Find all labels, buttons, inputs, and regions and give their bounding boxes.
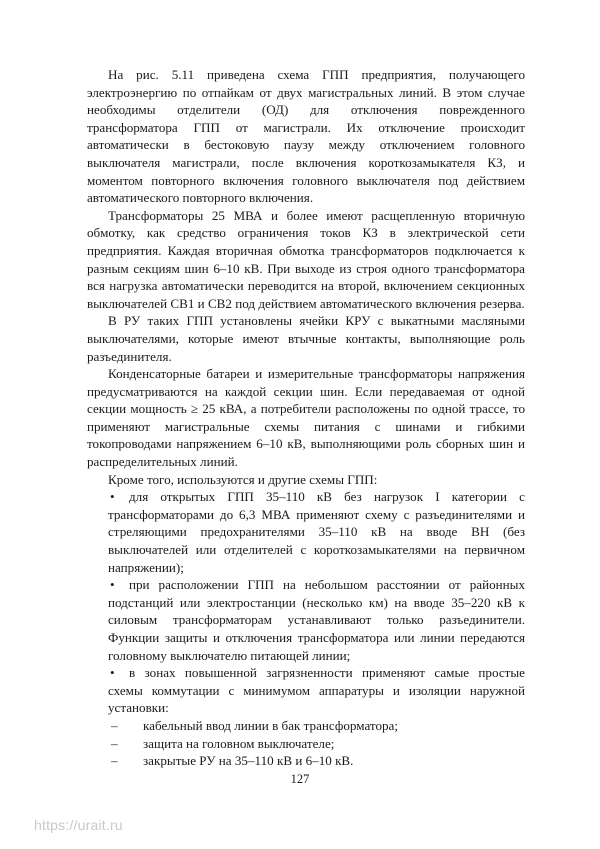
page-body bbox=[87, 66, 525, 770]
paragraph-capacitors: Конденсаторные батареи и измерительные трансформаторы напряжения предусматриваются на каждой секции шин. Если передаваемая от одной секции мощность ≥ 25 кВА, а потребители расположены по одной трассе, то применяют магистральные схемы питания с шинами и гибкими токопроводами напряжением 6–10 кВ, выполняющими роль сборных шин и распределительных линий. bbox=[87, 366, 525, 470]
bullet-marker: • bbox=[110, 665, 115, 681]
dash-item-cable-input bbox=[87, 717, 525, 735]
list-item-near-substations bbox=[87, 576, 525, 664]
dash-item-text: закрытые РУ на 35–110 кВ и 6–10 кВ. bbox=[143, 753, 354, 769]
bullet-marker: • bbox=[110, 577, 115, 593]
dash-marker: – bbox=[111, 717, 118, 733]
dash-marker: – bbox=[111, 753, 118, 769]
paragraph-transformers: Трансформаторы 25 МВА и более имеют расщепленную вторичную обмотку, как средство ограничения токов КЗ в электрической сети предприятия. Каждая вторичная обмотка трансформаторов подключается к разным секциям шин 6–10 кВ. При выходе из строя одного трансформатора вся нагрузка автоматически переводится на второй, включением секционных выключателей СВ1 и СВ2 под действием автоматического включения резерва. bbox=[87, 207, 525, 311]
paragraph-switchgear: В РУ таких ГПП установлены ячейки КРУ с выкатными масляными выключателями, которые имеют втычные контакты, выполняющие роль разъединителя. bbox=[87, 313, 525, 364]
list-item-open-substations bbox=[87, 488, 525, 576]
paragraph-ops-scheme: На рис. 5.11 приведена схема ГПП предприятия, получающего электроэнергию по отпайкам от двух магистральных линий. В этом случае необходимы отделители (ОД) для отключения поврежденного трансформатора ГПП от магистрали. Их отключение происходит автоматически в бестоковую паузу между отключением головного выключателя магистрали, после включения короткозамыкателя КЗ, и моментом повторного включения головного выключателя под действием автоматического повторного включения. bbox=[87, 67, 525, 206]
paragraph-other-schemes: Кроме того, используются и другие схемы ГПП: bbox=[108, 471, 378, 487]
list-item-text: для открытых ГПП 35–110 кВ без нагрузок I категории с трансформаторами до 6,3 МВА применяют схему с разъединителями и стреляющими предохранителями 35–110 кВ на вводе ВН (без выключателей или отделителей с короткозамыкателями на первичном напряжении); bbox=[108, 489, 525, 575]
list-item-text: при расположении ГПП на небольшом расстоянии от районных подстанций или электростанции (несколько км) на вводе 35–220 кВ к силовым трансформаторам устанавливают только разъединители. Функции защиты и отключения трансформатора или линии передаются головному выключателю питающей линии; bbox=[108, 577, 525, 663]
bullet-marker: • bbox=[110, 489, 115, 505]
list-item-text: в зонах повышенной загрязненности применяют самые простые схемы коммутации с минимумом аппаратуры и изоляции наружной установки: bbox=[108, 665, 525, 716]
watermark: https://urait.ru bbox=[34, 817, 123, 833]
dash-item-text: кабельный ввод линии в бак трансформатора; bbox=[143, 717, 399, 733]
dash-marker: – bbox=[111, 735, 118, 751]
dash-item-head-breaker bbox=[87, 735, 525, 753]
list-item-polluted-zones bbox=[87, 664, 525, 717]
dash-item-closed-switchgear bbox=[87, 752, 525, 770]
page-number: 127 bbox=[290, 772, 310, 786]
dash-item-text: защита на головном выключателе; bbox=[143, 735, 335, 751]
